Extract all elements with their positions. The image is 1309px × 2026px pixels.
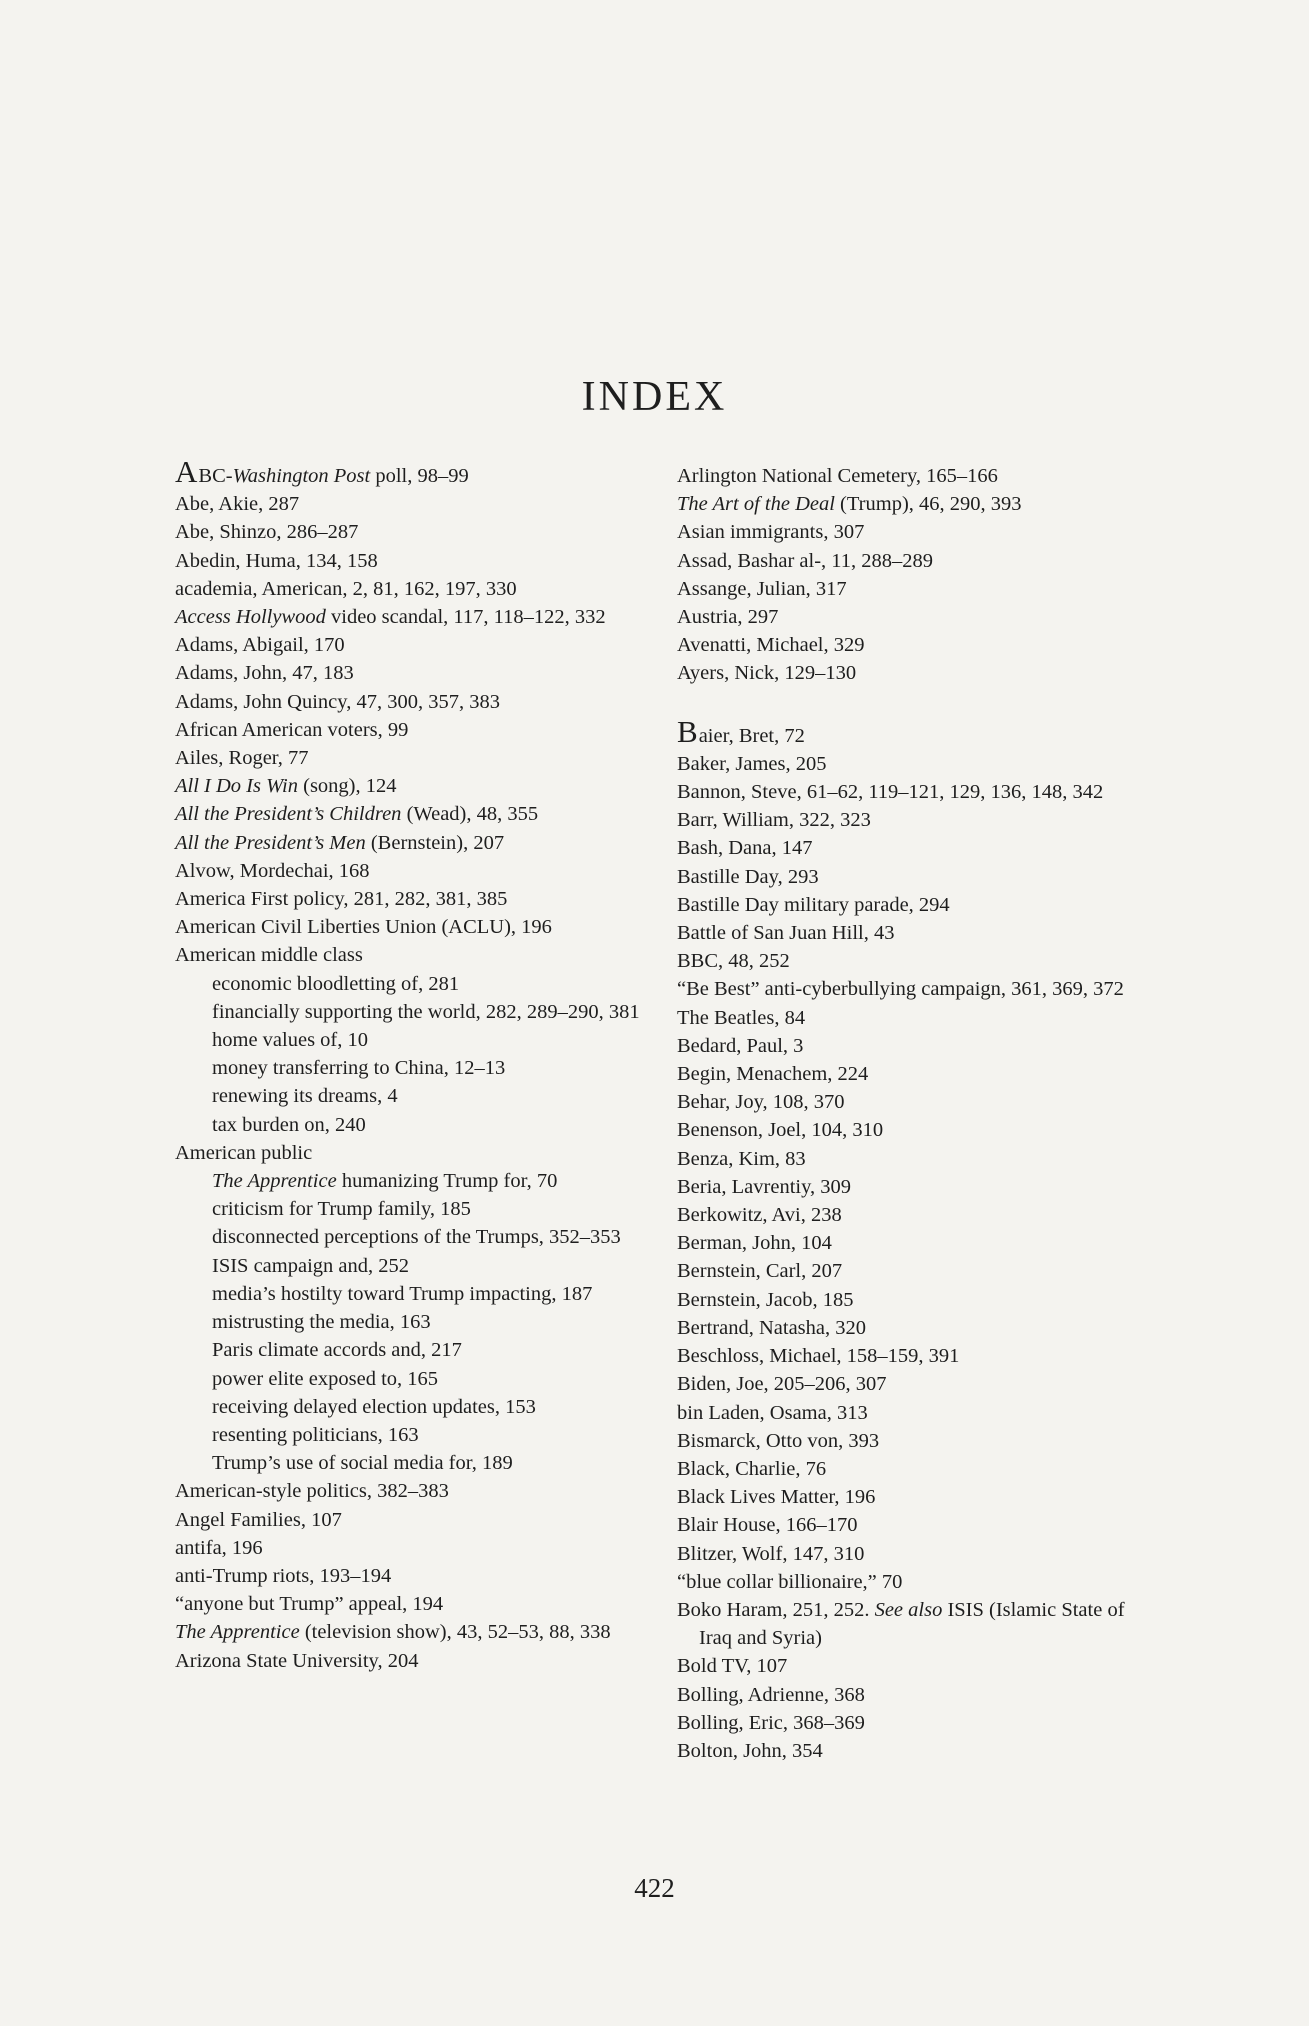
entry-text: Berman, John, 104: [677, 1232, 832, 1255]
index-entry: [677, 919, 1147, 947]
index-entry: [175, 716, 655, 744]
entry-text: Assange, Julian, 317: [677, 577, 847, 600]
index-subentry: [175, 1195, 655, 1223]
index-entry: [677, 1511, 1147, 1539]
index-entry: [677, 1455, 1147, 1483]
index-entry: [677, 1568, 1147, 1596]
entry-text: Arlington National Cemetery, 165–166: [677, 465, 998, 487]
index-entry: [175, 490, 655, 518]
index-subentry: [175, 1365, 655, 1393]
index-subentry: [175, 1308, 655, 1336]
index-subentry: [175, 1167, 655, 1195]
index-entry: [677, 1145, 1147, 1173]
page-number: 422: [634, 1873, 675, 1903]
index-subentry: [175, 1280, 655, 1308]
entry-text: Beschloss, Michael, 158–159, 391: [677, 1345, 960, 1368]
entry-text: media’s hostilty toward Trump impacting, 187: [212, 1282, 593, 1305]
entry-title-italic: See also: [874, 1598, 943, 1621]
entry-text: financially supporting the world, 282, 289–290, 381: [212, 1000, 640, 1023]
entry-text: Baker, James, 205: [677, 752, 827, 775]
entry-text: Black, Charlie, 76: [677, 1457, 827, 1480]
entry-text: “blue collar billionaire,” 70: [677, 1570, 903, 1593]
entry-text: (Bernstein), 207: [365, 831, 505, 854]
entry-text: video scandal, 117, 118–122, 332: [325, 606, 606, 629]
entry-text: aier, Bret, 72: [698, 724, 805, 747]
index-entry: [677, 891, 1147, 919]
index-entry: [677, 462, 1147, 490]
entry-text: Adams, Abigail, 170: [175, 634, 345, 657]
index-entry: [175, 1534, 655, 1562]
entry-text: (song), 124: [298, 775, 397, 798]
entry-text: Black Lives Matter, 196: [677, 1486, 876, 1509]
index-entry: [677, 1737, 1147, 1765]
index-entry: [677, 863, 1147, 891]
entry-text: Benenson, Joel, 104, 310: [677, 1119, 884, 1142]
entry-text: Alvow, Mordechai, 168: [175, 859, 370, 882]
index-entry: [175, 744, 655, 772]
entry-text: American Civil Liberties Union (ACLU), 196: [175, 916, 552, 939]
index-entry: [677, 1596, 1147, 1652]
entry-text: mistrusting the media, 163: [212, 1311, 431, 1334]
index-entry: [677, 1709, 1147, 1737]
entry-text: Behar, Joy, 108, 370: [677, 1091, 845, 1114]
index-subentry: [175, 1449, 655, 1477]
entry-text: American public: [175, 1141, 313, 1164]
entry-text: BC-: [198, 465, 233, 487]
index-subentry: [175, 1393, 655, 1421]
index-subentry: [175, 1082, 655, 1110]
index-entry: [175, 547, 655, 575]
index-entry: [175, 688, 655, 716]
entry-text: BBC, 48, 252: [677, 950, 790, 973]
entry-title-italic: The Art of the Deal: [677, 493, 835, 516]
entry-text: Bannon, Steve, 61–62, 119–121, 129, 136, 148, 342: [677, 781, 1104, 804]
entry-title-italic: All the President’s Men: [175, 831, 366, 854]
entry-text: criticism for Trump family, 185: [212, 1198, 471, 1221]
index-subentry: [175, 1336, 655, 1364]
entry-title-italic: All the President’s Children: [175, 803, 402, 826]
index-entry: [175, 575, 655, 603]
entry-title-italic: Washington Post: [232, 465, 371, 487]
index-entry: [175, 772, 655, 800]
index-entry: [677, 631, 1147, 659]
index-subentry: [175, 1252, 655, 1280]
entry-text: Austria, 297: [677, 606, 779, 629]
entry-text: The Beatles, 84: [677, 1006, 806, 1029]
index-entry: [175, 829, 655, 857]
entry-text: Ailes, Roger, 77: [175, 747, 309, 770]
index-entry: [677, 1088, 1147, 1116]
index-entry: [677, 1173, 1147, 1201]
entry-text: ISIS campaign and, 252: [212, 1254, 409, 1277]
section-initial-letter: A: [175, 454, 198, 489]
entry-text: Berkowitz, Avi, 238: [677, 1204, 842, 1227]
index-entry: [677, 1201, 1147, 1229]
index-entry: [175, 1590, 655, 1618]
section-initial-letter: B: [677, 713, 698, 749]
index-entry: [677, 1399, 1147, 1427]
entry-text: bin Laden, Osama, 313: [677, 1401, 868, 1424]
entry-title-italic: Access Hollywood: [175, 606, 326, 629]
entry-text: American middle class: [175, 944, 363, 967]
index-entry: [677, 1540, 1147, 1568]
entry-text: Bertrand, Natasha, 320: [677, 1316, 866, 1339]
entry-text: Adams, John, 47, 183: [175, 662, 354, 685]
index-entry: [677, 547, 1147, 575]
index-entry: [677, 490, 1147, 518]
index-subentry: [175, 998, 655, 1026]
entry-text: Trump’s use of social media for, 189: [212, 1452, 513, 1475]
entry-text: Begin, Menachem, 224: [677, 1063, 869, 1086]
index-entry: [175, 800, 655, 828]
entry-text: Abe, Shinzo, 286–287: [175, 521, 359, 544]
entry-text: Barr, William, 322, 323: [677, 809, 871, 832]
index-entry: [175, 857, 655, 885]
index-entry: [677, 1032, 1147, 1060]
index-entry: [677, 1286, 1147, 1314]
index-entry: [677, 1004, 1147, 1032]
entry-text: renewing its dreams, 4: [212, 1085, 398, 1108]
index-entry: [175, 631, 655, 659]
index-entry: [677, 1483, 1147, 1511]
index-subentry: [175, 1421, 655, 1449]
entry-text: Bold TV, 107: [677, 1655, 788, 1678]
index-column-right: [677, 462, 1147, 1765]
index-entry: [677, 778, 1147, 806]
entry-text: Ayers, Nick, 129–130: [677, 662, 857, 685]
entry-text: Blitzer, Wolf, 147, 310: [677, 1542, 865, 1565]
entry-text: Bolton, John, 354: [677, 1739, 823, 1762]
entry-text: American-style politics, 382–383: [175, 1480, 449, 1503]
entry-text: anti-Trump riots, 193–194: [175, 1564, 392, 1587]
index-entry: [175, 1562, 655, 1590]
entry-text: Bolling, Eric, 368–369: [677, 1711, 865, 1734]
entry-text: disconnected perceptions of the Trumps, 352–353: [212, 1226, 621, 1249]
entry-text: ISIS (Islamic State of Iraq and Syria): [699, 1598, 1125, 1650]
entry-text: Angel Families, 107: [175, 1508, 342, 1531]
entry-text: Bastille Day, 293: [677, 865, 819, 888]
entry-text: Bedard, Paul, 3: [677, 1034, 804, 1057]
entry-text: Bismarck, Otto von, 393: [677, 1429, 880, 1452]
entry-text: “anyone but Trump” appeal, 194: [175, 1593, 444, 1616]
entry-text: Beria, Lavrentiy, 309: [677, 1175, 851, 1198]
index-entry: [677, 1060, 1147, 1088]
index-entry: [677, 659, 1147, 687]
entry-text: receiving delayed election updates, 153: [212, 1395, 536, 1418]
entry-text: Bernstein, Jacob, 185: [677, 1288, 854, 1311]
index-entry: [175, 1506, 655, 1534]
entry-text: economic bloodletting of, 281: [212, 972, 460, 995]
page-title: INDEX: [581, 374, 728, 420]
index-entry: [175, 454, 655, 490]
entry-text: Asian immigrants, 307: [677, 521, 865, 544]
index-entry: [175, 1477, 655, 1505]
entry-title-italic: The Apprentice: [212, 1170, 337, 1193]
entry-text: Boko Haram, 251, 252.: [677, 1598, 875, 1621]
entry-title-italic: The Apprentice: [175, 1621, 300, 1644]
entry-text: Bernstein, Carl, 207: [677, 1260, 843, 1283]
index-entry: [677, 1342, 1147, 1370]
entry-text: Blair House, 166–170: [677, 1514, 858, 1537]
index-entry: [677, 975, 1147, 1003]
index-entry: [677, 575, 1147, 603]
entry-text: Arizona State University, 204: [175, 1649, 419, 1672]
index-entry: [677, 1652, 1147, 1680]
index-entry: [175, 1618, 655, 1646]
entry-title-italic: All I Do Is Win: [175, 775, 298, 798]
entry-text: power elite exposed to, 165: [212, 1367, 439, 1390]
entry-text: resenting politicians, 163: [212, 1423, 419, 1446]
index-entry: [677, 834, 1147, 862]
index-entry: [175, 518, 655, 546]
entry-text: Abe, Akie, 287: [175, 493, 300, 516]
index-entry: [175, 659, 655, 687]
entry-text: (Wead), 48, 355: [401, 803, 539, 826]
index-entry: [677, 518, 1147, 546]
index-subentry: [175, 1054, 655, 1082]
entry-text: money transferring to China, 12–13: [212, 1057, 506, 1080]
entry-text: humanizing Trump for, 70: [336, 1170, 558, 1193]
entry-text: Biden, Joe, 205–206, 307: [677, 1373, 887, 1396]
entry-text: (television show), 43, 52–53, 88, 338: [299, 1621, 611, 1644]
index-entry: [175, 885, 655, 913]
index-entry: [175, 941, 655, 969]
index-entry: [677, 1681, 1147, 1709]
entry-text: poll, 98–99: [370, 465, 469, 487]
entry-text: tax burden on, 240: [212, 1113, 366, 1136]
index-column-left: [175, 454, 655, 1675]
index-entry: [677, 1314, 1147, 1342]
index-entry: [677, 1370, 1147, 1398]
entry-text: Avenatti, Michael, 329: [677, 634, 865, 657]
entry-text: America First policy, 281, 282, 381, 385: [175, 888, 508, 911]
entry-text: (Trump), 46, 290, 393: [834, 493, 1022, 516]
entry-text: Benza, Kim, 83: [677, 1147, 806, 1170]
entry-text: Bash, Dana, 147: [677, 837, 813, 860]
entry-text: Bolling, Adrienne, 368: [677, 1683, 865, 1706]
index-subentry: [175, 1223, 655, 1251]
entry-text: Adams, John Quincy, 47, 300, 357, 383: [175, 690, 500, 713]
entry-text: “Be Best” anti-cyberbullying campaign, 361, 369, 372: [677, 978, 1124, 1001]
entry-text: Abedin, Huma, 134, 158: [175, 549, 378, 572]
index-entry: [677, 1427, 1147, 1455]
index-entry: [175, 913, 655, 941]
index-entry: [677, 947, 1147, 975]
index-subentry: [175, 1026, 655, 1054]
entry-text: Paris climate accords and, 217: [212, 1339, 462, 1362]
entry-text: home values of, 10: [212, 1029, 368, 1052]
index-entry: [175, 603, 655, 631]
entry-text: Battle of San Juan Hill, 43: [677, 922, 895, 945]
index-entry: [677, 1116, 1147, 1144]
index-entry: [677, 603, 1147, 631]
index-entry: [677, 1257, 1147, 1285]
index-entry: [677, 806, 1147, 834]
entry-text: Assad, Bashar al-, 11, 288–289: [677, 549, 934, 572]
index-entry: [677, 713, 1147, 750]
index-subentry: [175, 970, 655, 998]
entry-text: Bastille Day military parade, 294: [677, 893, 950, 916]
index-entry: [677, 1229, 1147, 1257]
index-subentry: [175, 1111, 655, 1139]
entry-text: antifa, 196: [175, 1536, 263, 1559]
index-entry: [677, 750, 1147, 778]
entry-text: African American voters, 99: [175, 718, 409, 741]
entry-text: academia, American, 2, 81, 162, 197, 330: [175, 577, 517, 600]
index-entry: [175, 1647, 655, 1675]
index-entry: [175, 1139, 655, 1167]
